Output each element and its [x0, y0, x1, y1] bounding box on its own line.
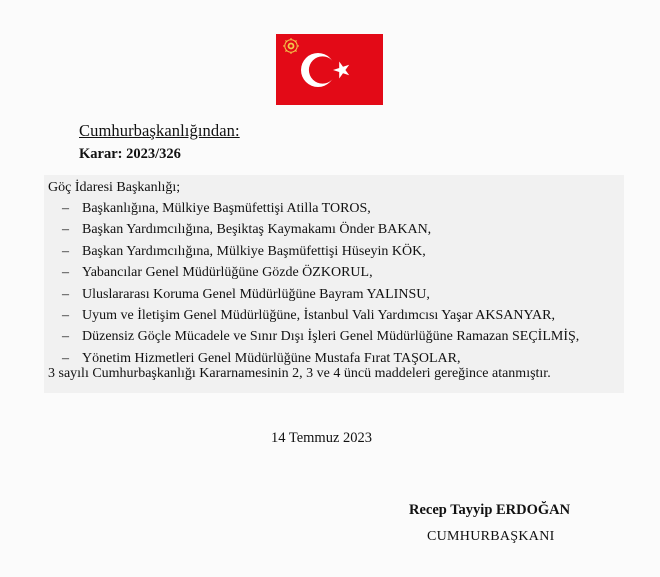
list-dash: – [62, 265, 69, 281]
decision-number: Karar: 2023/326 [79, 146, 181, 162]
list-item-text: Uluslararası Koruma Genel Müdürlüğüne Bayram YALINSU, [82, 286, 430, 302]
list-item [62, 287, 579, 308]
flag-crescent-star-icon [276, 34, 383, 105]
issuer-heading: Cumhurbaşkanlığından: [79, 121, 240, 140]
list-dash: – [62, 329, 69, 345]
list-item [62, 201, 579, 222]
list-item [62, 265, 579, 286]
list-dash: – [62, 307, 69, 323]
institution-intro: Göç İdaresi Başkanlığı; [48, 180, 181, 195]
appointment-list [62, 201, 579, 372]
list-item-text: Başkan Yardımcılığına, Beşiktaş Kaymakamı Önder BAKAN, [82, 222, 432, 238]
signatory-title: CUMHURBAŞKANI [427, 529, 555, 544]
list-dash: – [62, 222, 69, 238]
list-item-text: Yönetim Hizmetleri Genel Müdürlüğüne Mustafa Fırat TAŞOLAR, [82, 350, 461, 366]
signatory-name: Recep Tayyip ERDOĞAN [409, 502, 571, 518]
list-item [62, 308, 579, 329]
list-dash: – [62, 201, 69, 216]
list-item-text: Başkan Yardımcılığına, Mülkiye Başmüfettişi Hüseyin KÖK, [82, 243, 426, 259]
list-item-text: Uyum ve İletişim Genel Müdürlüğüne, İstanbul Vali Yardımcısı Yaşar AKSANYAR, [82, 307, 556, 323]
turkish-flag-seal [276, 34, 383, 105]
list-item-text: Yabancılar Genel Müdürlüğüne Gözde ÖZKORUL, [82, 265, 373, 281]
list-item-text: Düzensiz Göçle Mücadele ve Sınır Dışı İşleri Genel Müdürlüğüne Ramazan SEÇİLMİŞ, [82, 329, 580, 345]
list-dash: – [62, 286, 69, 302]
list-dash: – [62, 243, 69, 259]
closing-sentence: 3 sayılı Cumhurbaşkanlığı Kararnamesinin 2, 3 ve 4 üncü maddeleri gereğince atanmıştır. [48, 366, 551, 381]
list-item [62, 244, 579, 265]
decree-date: 14 Temmuz 2023 [271, 430, 373, 446]
list-item [62, 222, 579, 243]
list-item-text: Başkanlığına, Mülkiye Başmüfettişi Atilla TOROS, [82, 201, 371, 216]
list-item [62, 329, 579, 350]
list-dash: – [62, 350, 69, 366]
